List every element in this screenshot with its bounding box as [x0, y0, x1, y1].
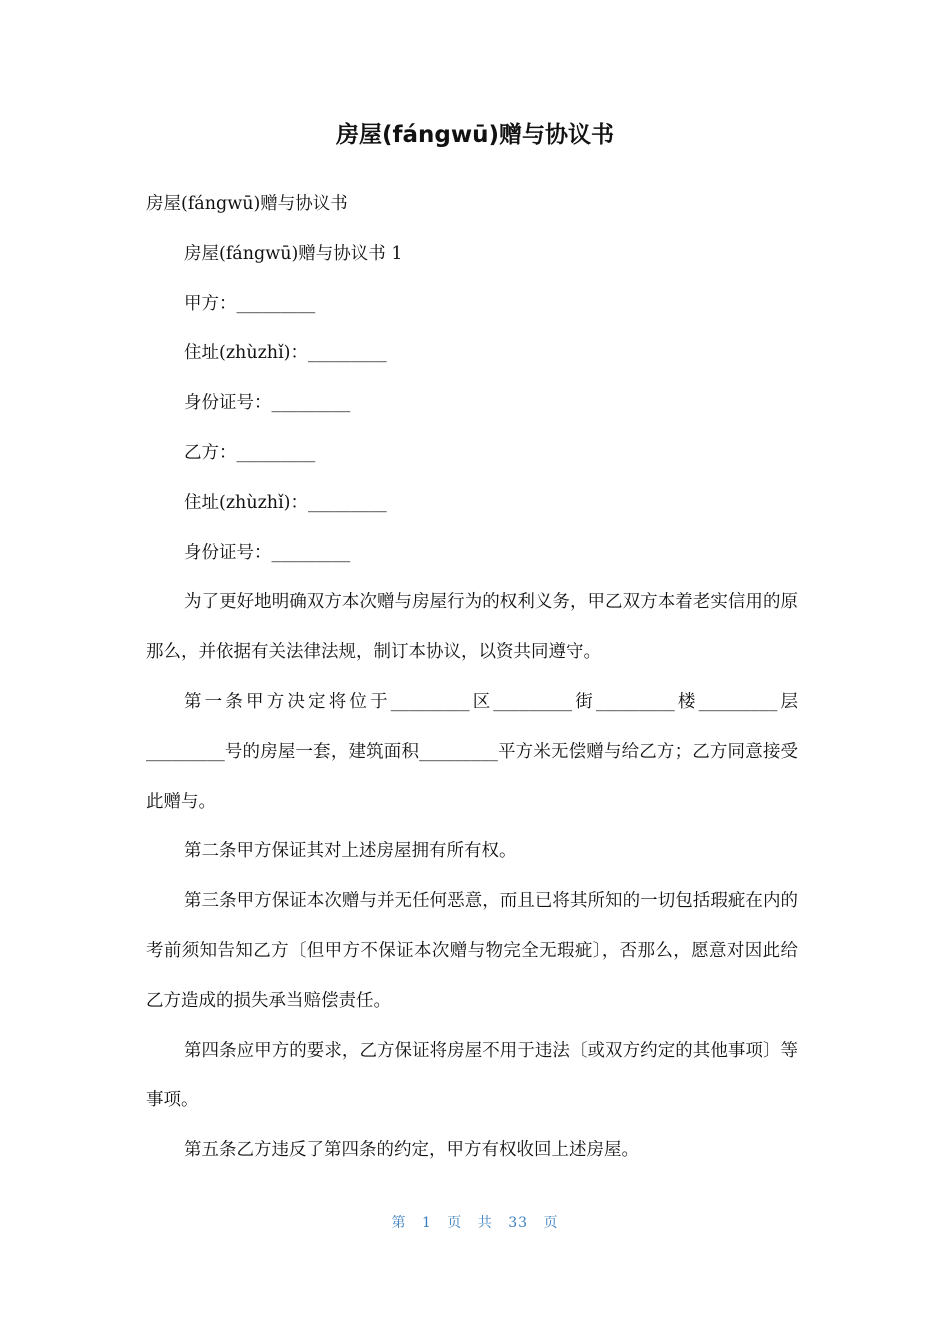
paragraph: 第三条甲方保证本次赠与并无任何恶意，而且已将其所知的一切包括瑕疵在内的考前须知告知乙方〔但甲方不保证本次赠与物完全无瑕疵〕，否那么，愿意对因此给乙方造成的损失承当赔偿责任。: [146, 891, 798, 1011]
paragraph: 第二条甲方保证其对上述房屋拥有所有权。: [184, 841, 517, 862]
paragraph: 第五条乙方违反了第四条的约定，甲方有权收回上述房屋。: [184, 1140, 639, 1161]
paragraph: 第一条甲方决定将位于_________区_________街_________楼_________层_________号的房屋一套，建筑面积_________平方米无偿赠与给乙方；乙方同意接受此赠与。: [146, 691, 798, 812]
paragraph: 身份证号：_________: [184, 393, 351, 414]
paragraph: 房屋(fángwū)赠与协议书 1: [184, 243, 403, 264]
paragraph: 甲方：_________: [184, 293, 316, 314]
paragraph: 为了更好地明确双方本次赠与房屋行为的权利义务，甲乙双方本着老实信用的原那么，并依据有关法律法规，制订本协议，以资共同遵守。: [146, 592, 798, 663]
paragraph: 身份证号：_________: [184, 542, 351, 563]
paragraph: 房屋(fángwū)赠与协议书: [146, 194, 348, 214]
document-title: 房屋(fángwū)赠与协议书: [335, 122, 614, 148]
paragraph: 住址(zhùzhǐ)：_________: [184, 492, 387, 513]
paragraph: 第四条应甲方的要求，乙方保证将房屋不用于违法〔或双方约定的其他事项〕等事项。: [146, 1040, 798, 1111]
document-body: [146, 180, 798, 1176]
paragraph: 住址(zhùzhǐ)：_________: [184, 343, 387, 364]
page-footer: 第 1 页 共 33 页: [391, 1215, 559, 1231]
paragraph: 乙方：_________: [184, 442, 316, 463]
